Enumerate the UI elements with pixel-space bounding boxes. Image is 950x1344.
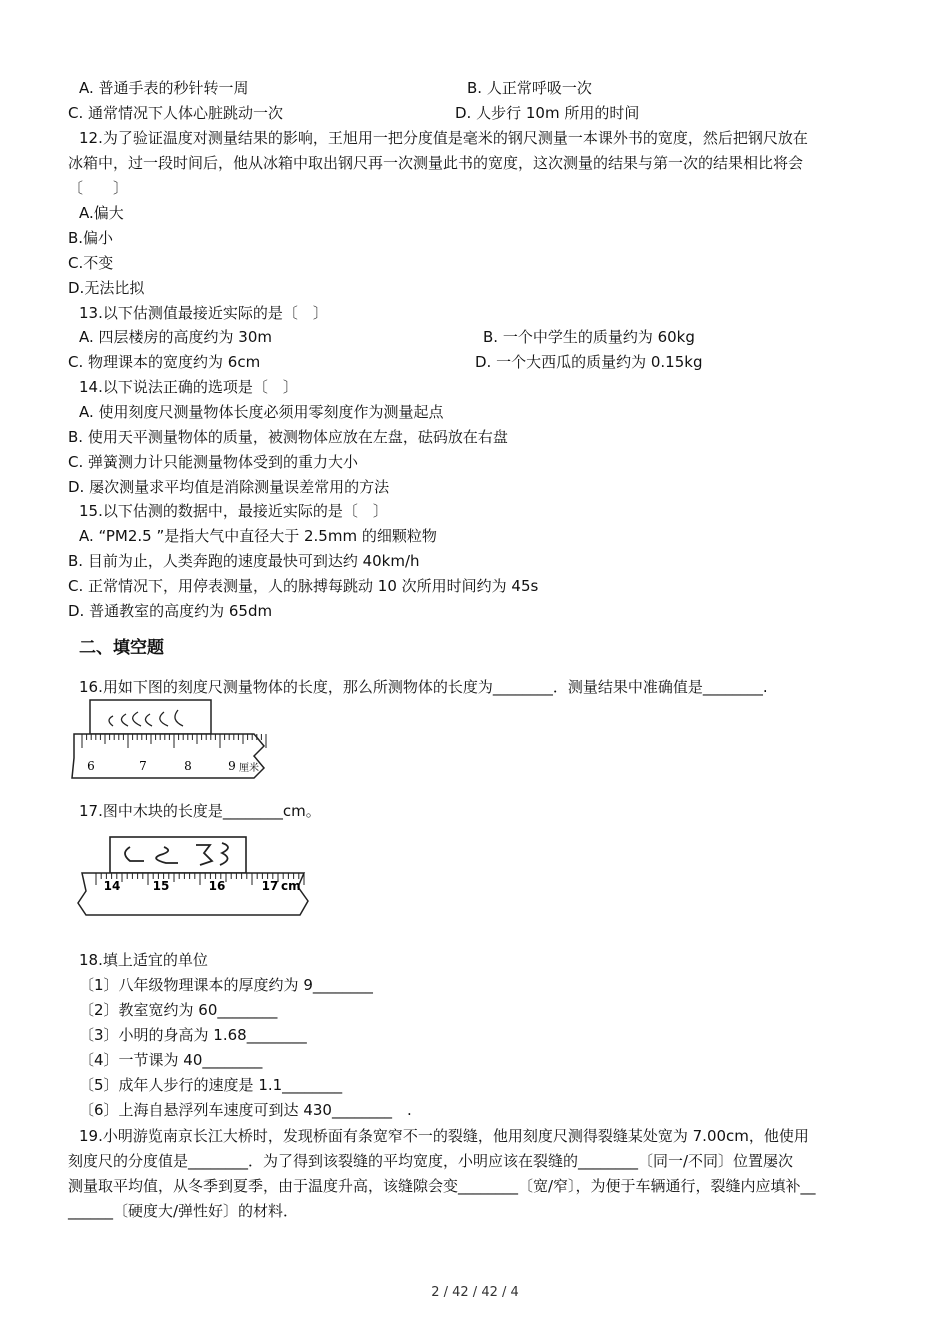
q14-option-d: D. 屡次测量求平均值是消除测量误差常用的方法	[68, 478, 390, 496]
page-number: 2 / 42 / 42 / 4	[431, 1285, 519, 1300]
q16-ruler-unit: 厘米	[239, 763, 259, 774]
q15-stem: 15.以下估测的数据中，最接近实际的是〔 〕	[79, 502, 388, 520]
q14-stem: 14.以下说法正确的选项是〔 〕	[79, 378, 298, 396]
q18-item-1: 〔1〕八年级物理课本的厚度约为 9________	[79, 976, 373, 994]
q12-option-d: D.无法比拟	[68, 279, 145, 297]
q18-stem: 18.填上适宜的单位	[79, 951, 208, 969]
q12-stem-line2: 冰箱中，过一段时间后，他从冰箱中取出钢尺再一次测量此书的宽度，这次测量的结果与第一次的结果相比将会	[68, 154, 804, 172]
q19-stem-line2: 刻度尺的分度值是________．为了得到该裂缝的平均宽度，小明应该在裂缝的________〔同一/不同〕位置屡次	[68, 1152, 794, 1170]
q18-item-3: 〔3〕小明的身高为 1.68________	[79, 1026, 307, 1044]
q11-option-d: D. 人步行 10m 所用的时间	[455, 104, 640, 122]
q19-stem-line1: 19.小明游览南京长江大桥时，发现桥面有条宽窄不一的裂缝，他用刻度尺测得裂缝某处宽为 7.00cm，他使用	[79, 1127, 809, 1145]
q18-item-2: 〔2〕教室宽约为 60________	[79, 1001, 278, 1019]
q16-ruler-label-8: 8	[184, 759, 192, 773]
q16-ruler-label-9: 9	[228, 759, 236, 773]
section-title-fill-in: 二、填空题	[79, 638, 164, 658]
q14-option-a: A. 使用刻度尺测量物体长度必须用零刻度作为测量起点	[79, 403, 444, 421]
q12-option-c: C.不变	[68, 254, 114, 272]
q18-item-4: 〔4〕一节课为 40________	[79, 1051, 263, 1069]
q17-ruler-label-14: 14	[103, 879, 121, 893]
q19-stem-line4: ______〔硬度大/弹性好〕的材料．	[68, 1202, 299, 1220]
q12-option-b: B.偏小	[68, 229, 114, 247]
q16-ruler-label-7: 7	[139, 759, 147, 773]
q12-stem-line1: 12.为了验证温度对测量结果的影响，王旭用一把分度值是毫米的钢尺测量一本课外书的宽度，然后把钢尺放在	[79, 129, 808, 147]
q16-ruler-figure	[68, 698, 278, 782]
q13-stem: 13.以下估测值最接近实际的是〔 〕	[79, 304, 328, 322]
q14-option-c: C. 弹簧测力计只能测量物体受到的重力大小	[68, 453, 359, 471]
q11-option-c: C. 通常情况下人体心脏跳动一次	[68, 104, 284, 122]
q19-stem-line3: 测量取平均值，从冬季到夏季，由于温度升高，该缝隙会变________〔宽/窄〕，为便于车辆通行，裂缝内应填补__	[68, 1177, 816, 1195]
q18-item-5: 〔5〕成年人步行的速度是 1.1________	[79, 1076, 343, 1094]
q13-option-c: C. 物理课本的宽度约为 6cm	[68, 353, 261, 371]
q17-ruler-figure	[72, 833, 322, 921]
q17-stem: 17.图中木块的长度是________cm。	[79, 802, 321, 820]
q18-item-6: 〔6〕上海自悬浮列车速度可到达 430________ .	[79, 1101, 412, 1119]
q17-ruler-label-15: 15	[152, 879, 170, 893]
q13-option-b: B. 一个中学生的质量约为 60kg	[483, 328, 695, 346]
q16-ruler-label-6: 6	[87, 759, 95, 773]
q14-option-b: B. 使用天平测量物体的质量，被测物体应放在左盘，砝码放在右盘	[68, 428, 508, 446]
q15-option-c: C. 正常情况下，用停表测量，人的脉搏每跳动 10 次所用时间约为 45s	[68, 577, 539, 595]
q17-ruler-label-16: 16	[208, 879, 226, 893]
q17-ruler-label-17: 17	[261, 879, 279, 893]
q13-option-a: A. 四层楼房的高度约为 30m	[79, 328, 273, 346]
q17-ruler-unit: cm	[281, 879, 301, 893]
q15-option-d: D. 普通教室的高度约为 65dm	[68, 602, 273, 620]
q12-stem-line3: 〔 〕	[68, 179, 129, 197]
q11-option-a: A. 普通手表的秒针转一周	[79, 79, 249, 97]
q11-option-b: B. 人正常呼吸一次	[467, 79, 592, 97]
q15-option-b: B. 目前为止，人类奔跑的速度最快可到达约 40km/h	[68, 552, 420, 570]
q12-option-a: A.偏大	[79, 204, 124, 222]
q15-option-a: A. “PM2.5 ”是指大气中直径大于 2.5mm 的细颗粒物	[79, 527, 437, 545]
q13-option-d: D. 一个大西瓜的质量约为 0.15kg	[475, 353, 703, 371]
q16-measured-object	[90, 700, 211, 734]
q16-stem: 16.用如下图的刻度尺测量物体的长度，那么所测物体的长度为________．测量结果中准确值是________.	[79, 678, 768, 696]
